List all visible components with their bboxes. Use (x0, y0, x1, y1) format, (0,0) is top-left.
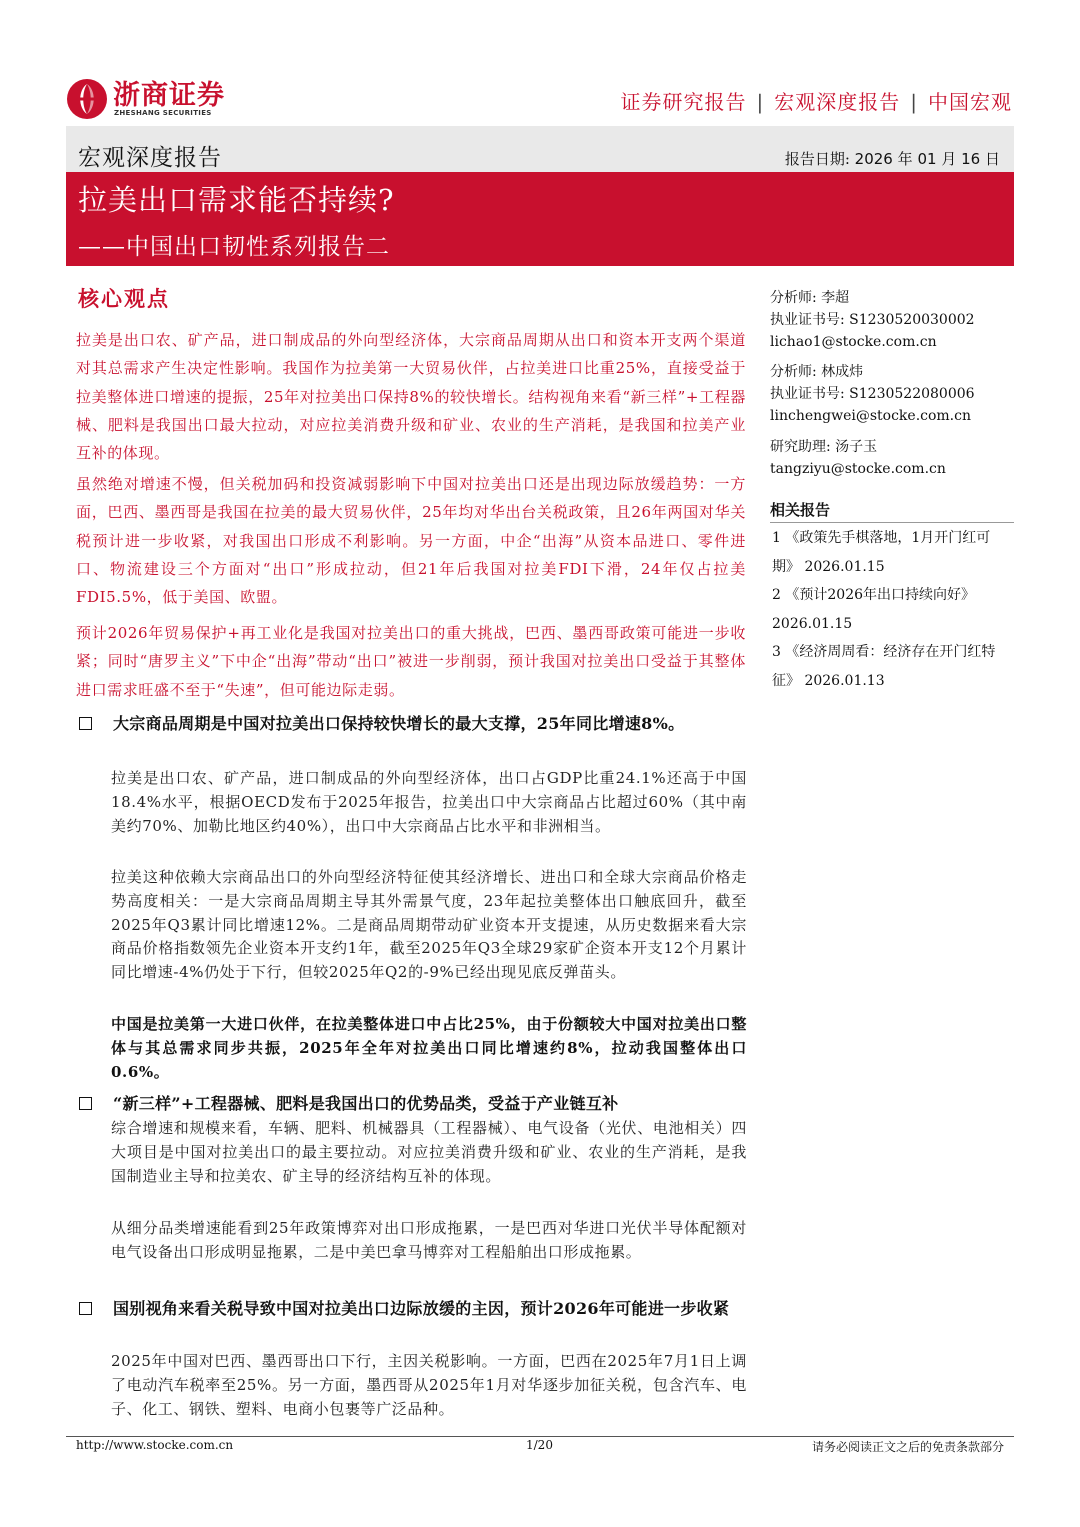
footer-disclaimer: 请务必阅读正文之后的免责条款部分 (811, 1440, 1004, 1454)
section-title: 大宗商品周期是中国对拉美出口保持较快增长的最大支撑，25年同比增速8%。 (113, 714, 685, 733)
body-paragraph: 综合增速和规模来看，车辆、肥料、机械器具（工程器械）、电气设备（光伏、电池相关）四大项目是中国对拉美出口的最主要拉动。对应拉美消费升级和矿业、农业的生产消耗，是我国制造业主导和拉美农、矿主导的经济结构互补的体现。 (111, 1119, 747, 1185)
checkbox-bullet-icon (79, 717, 92, 730)
related-reports-heading: 相关报告 (770, 501, 831, 519)
related-report-date: 2026.01.15 (804, 558, 885, 575)
section-title: “新三样”+工程器械、肥料是我国出口的优势品类，受益于产业链互补 (113, 1094, 619, 1113)
body-paragraph: 从细分品类增速能看到25年政策博弈对出口形成拖累，一是巴西对华进口光伏半导体配额对电气设备出口形成明显拖累，二是中美巴拿马博弈对工程船舶出口形成拖累。 (111, 1219, 747, 1261)
brand-name-english: ZHESHANG SECURITIES (114, 109, 212, 117)
footer-divider (66, 1436, 1014, 1437)
report-subtitle: ——中国出口韧性系列报告二 (78, 234, 390, 260)
report-type: 宏观深度报告 (78, 145, 222, 171)
section-title: 国别视角来看关税导致中国对拉美出口边际放缓的主因，预计2026年可能进一步收紧 (113, 1299, 730, 1318)
separator: | (910, 90, 918, 114)
related-report-number: 3 (772, 644, 781, 660)
related-report-title: 《预计2026年出口持续向好》 (785, 587, 976, 603)
assistant-name: 汤子玉 (835, 439, 878, 455)
related-report-number: 1 (772, 530, 781, 546)
cert-number: S1230522080006 (849, 386, 975, 402)
report-date-day-unit: 日 (984, 150, 1000, 168)
brand-name: 浙商证券 (113, 80, 225, 111)
category-securities-research: 证券研究报告 (620, 90, 747, 114)
related-report-item[interactable] (772, 524, 1012, 581)
report-date-year: 2026 (854, 150, 893, 168)
analyst-name: 林成炜 (821, 364, 864, 380)
separator: | (756, 90, 765, 114)
related-report-title: 《经济周周看：经济存在开门红特征》 (772, 644, 996, 689)
related-report-title: 《政策先手棋落地，1月开门红可期》 (772, 530, 991, 575)
category-macro-deep: 宏观深度报告 (774, 90, 901, 114)
report-title: 拉美出口需求能否持续? (78, 183, 395, 217)
checkbox-bullet-icon (79, 1097, 92, 1110)
report-date-month-unit: 月 (941, 150, 957, 168)
report-date-month: 01 (917, 150, 937, 168)
related-report-date: 2026.01.13 (804, 672, 885, 689)
body-paragraph: 2025年中国对巴西、墨西哥出口下行，主因关税影响。一方面，巴西在2025年7月1日上调了电动汽车税率至25%。另一方面，墨西哥从2025年1月对华逐步加征关税，包含汽车、电子、化工、钢铁、塑料、电商小包裹等广泛品种。 (111, 1352, 747, 1418)
report-date (785, 148, 1000, 169)
related-report-number: 2 (772, 587, 781, 603)
footer-website-link[interactable]: http://www.stocke.com.cn (76, 1438, 234, 1452)
core-view-paragraph: 拉美是出口农、矿产品，进口制成品的外向型经济体，大宗商品周期从出口和资本开支两个渠道对其总需求产生决定性影响。我国作为拉美第一大贸易伙伴，占拉美进口比重25%，直接受益于拉美整体进口增速的提振，25年对拉美出口保持8%的较快增长。结构视角来看“新三样”+工程器械、肥料是我国出口最大拉动，对应拉美消费升级和矿业、农业的生产消耗，是我国和拉美产业互补的体现。 (76, 331, 746, 463)
cert-number: S1230520030002 (849, 312, 975, 328)
divider (770, 522, 1014, 523)
core-view-paragraph: 虽然绝对增速不慢，但关税加码和投资减弱影响下中国对拉美出口还是出现边际放缓趋势：一方面，巴西、墨西哥是我国在拉美的最大贸易伙伴，25年均对华出台关税政策，且26年两国对华关税预计进一步收紧，对我国出口形成不利影响。另一方面，中企“出海”从资本品进口、零件进口、物流建设三个方面对“出口”形成拉动，但21年后我国对拉美FDI下滑，24年仅占拉美FDI5.5%，低于美国、欧盟。 (76, 475, 746, 607)
analyst-role: 分析师: (770, 290, 817, 306)
related-report-item[interactable] (772, 581, 1012, 638)
assistant-email[interactable]: tangziyu@stocke.com.cn (770, 461, 946, 477)
assistant-card (770, 436, 946, 480)
analyst-card (770, 361, 975, 427)
body-paragraph: 拉美这种依赖大宗商品出口的外向型经济特征使其经济增长、进出口和全球大宗商品价格走势高度相关：一是大宗商品周期主导其外需景气度，23年起拉美整体出口触底回升，截至2025年Q3累计同比增速12%。二是商品周期带动矿业资本开支提速，从历史数据来看大宗商品价格指数领先企业资本开支约1年，截至2025年Q3全球29家矿企资本开支12个月累计同比增速-4%仍处于下行，但较2025年Q2的-9%已经出现见底反弹苗头。 (111, 868, 747, 982)
cert-label: 执业证书号: (770, 312, 845, 328)
zheshang-logo-icon (66, 78, 108, 120)
report-date-day: 16 (961, 150, 981, 168)
report-date-label: 报告日期: (784, 150, 850, 168)
related-report-date: 2026.01.15 (772, 615, 853, 632)
body-paragraph: 拉美是出口农、矿产品，进口制成品的外向型经济体，出口占GDP比重24.1%还高于中国18.4%水平，根据OECD发布于2025年报告，拉美出口中大宗商品占比超过60%（其中南美约70%、加勒比地区约40%），出口中大宗商品占比水平和非洲相当。 (111, 769, 747, 835)
analyst-email[interactable]: linchengwei@stocke.com.cn (770, 408, 971, 424)
analyst-role: 分析师: (770, 364, 817, 380)
analyst-name: 李超 (821, 290, 850, 306)
body-paragraph-bold: 中国是拉美第一大进口伙伴，在拉美整体进口中占比25%，由于份额较大中国对拉美出口整体与其总需求同步共振，2025年全年对拉美出口同比增速约8%，拉动我国整体出口0.6%。 (111, 1015, 747, 1081)
checkbox-bullet-icon (79, 1302, 92, 1315)
core-view-paragraph: 预计2026年贸易保护+再工业化是我国对拉美出口的重大挑战，巴西、墨西哥政策可能进一步收紧；同时“唐罗主义”下中企“出海”带动“出口”被进一步削弱，预计我国对拉美出口受益于其整体进口需求旺盛不至于“失速”，但可能边际走弱。 (76, 624, 746, 699)
cert-label: 执业证书号: (770, 386, 845, 402)
report-date-year-unit: 年 (897, 150, 913, 168)
assistant-role: 研究助理: (770, 439, 831, 455)
core-view-heading: 核心观点 (78, 286, 170, 311)
analyst-card (770, 287, 975, 353)
header-categories (621, 86, 1013, 115)
category-china-macro: 中国宏观 (928, 90, 1012, 114)
page-number: 1/20 (526, 1438, 553, 1452)
analyst-email[interactable]: lichao1@stocke.com.cn (770, 334, 937, 350)
related-report-item[interactable] (772, 638, 1012, 695)
